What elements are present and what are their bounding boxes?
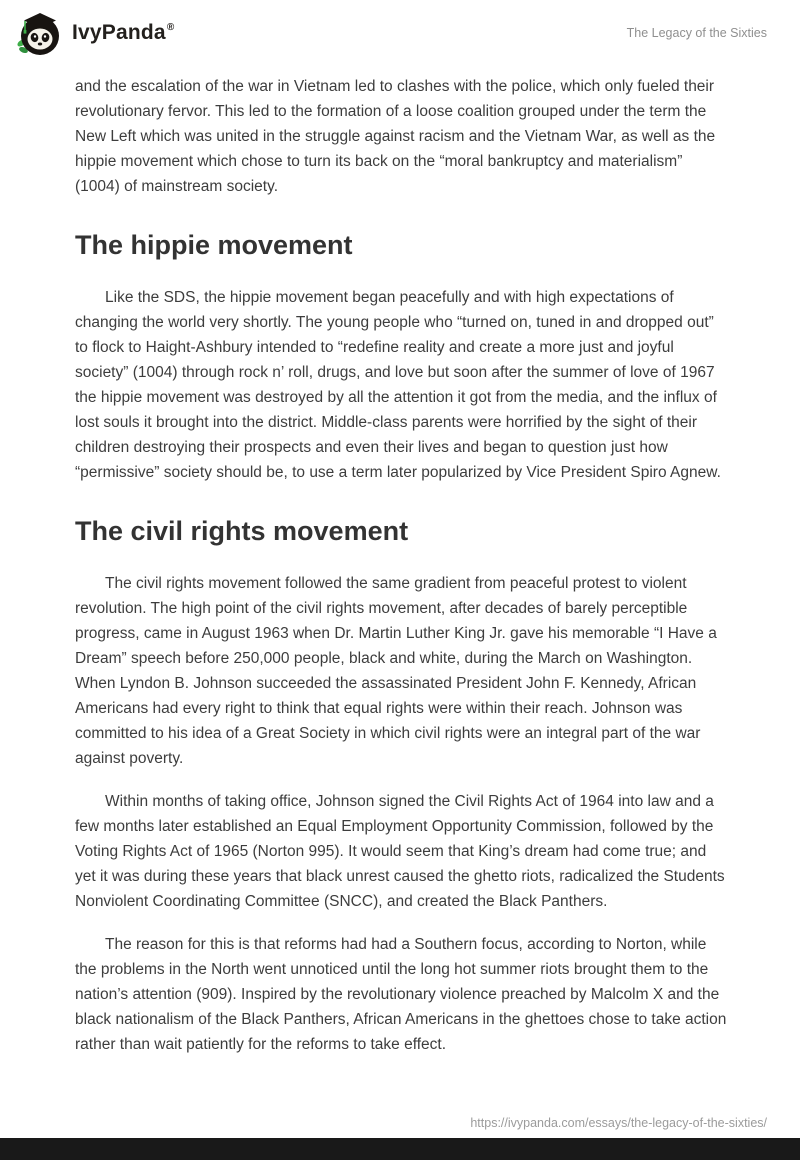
registered-mark: ® [166,22,175,33]
paragraph-civil-rights-1: The civil rights movement followed the same gradient from peaceful protest to violent revolution. The high point of the civil rights movement, after decades of barely perceptible progress, came in August 1963 when Dr. Martin Luther King Jr. gave his memorable “I Have a Dream” speech before 250,000 people, black and white, during the March on Washington. When Lyndon B. Johnson succeeded the assassinated President John F. Kennedy, African Americans had every right to think that equal rights were within their reach. Johnson was committed to his idea of a Great Society in which civil rights were an integral part of the war against poverty. [75,575,717,767]
paragraph-hippie-1: Like the SDS, the hippie movement began peacefully and with high expectations of changing the world very shortly. The young people who “turned on, tuned in and dropped out” to flock to Haight-Ashbury intended to “redefine reality and create a more just and joyful society” (1004) through rock n’ roll, drugs, and love but soon after the summer of love of 1967 the hippie movement was destroyed by all the attention it got from the media, and the influx of lost souls it brought into the district. Middle-class parents were horrified by the sight of their children destroying their prospects and even their lives and began to question just how “permissive” society should be, to use a term later popularized by Vice President Spiro Agnew. [75,289,721,481]
paragraph-civil-rights-2: Within months of taking office, Johnson signed the Civil Rights Act of 1964 into law and a few months later established an Equal Employment Opportunity Commission, followed by the Voting Rights Act of 1965 (Norton 995). It would seem that King’s dream had come true; and yet it was during these years that black unrest caused the ghetto riots, radicalized the Students Nonviolent Coordinating Committee (SNCC), and created the Black Panthers. [75,793,725,910]
ivypanda-logo[interactable] [16,10,174,56]
section-heading-civil-rights-movement: The civil rights movement [75,516,409,546]
intro-paragraph: and the escalation of the war in Vietnam led to clashes with the police, which only fueled their revolutionary fervor. This led to the formation of a loose coalition grouped under the term the New Left which was united in the struggle against racism and the Vietnam War, as well as the hippie movement which chose to turn its back on the “moral bankruptcy and materialism” (1004) of mainstream society. [75,78,716,195]
section-heading-hippie-movement: The hippie movement [75,230,353,260]
source-url: https://ivypanda.com/essays/the-legacy-of-the-sixties/ [470,1116,767,1130]
brand-name: IvyPanda ® [72,21,175,44]
bottom-bar [0,1138,800,1160]
document-title: The Legacy of the Sixties [626,26,767,40]
essay-content [0,58,800,1057]
panda-graduation-cap-icon [16,10,62,56]
paragraph-civil-rights-3: The reason for this is that reforms had had a Southern focus, according to Norton, while the problems in the North went unnoticed until the long hot summer riots brought them to the nation’s attention (909). Inspired by the revolutionary violence preached by Malcolm X and the black nationalism of the Black Panthers, African Americans in the ghettoes chose to take action rather than wait patiently for the reforms to take effect. [75,936,727,1053]
header [0,0,800,58]
